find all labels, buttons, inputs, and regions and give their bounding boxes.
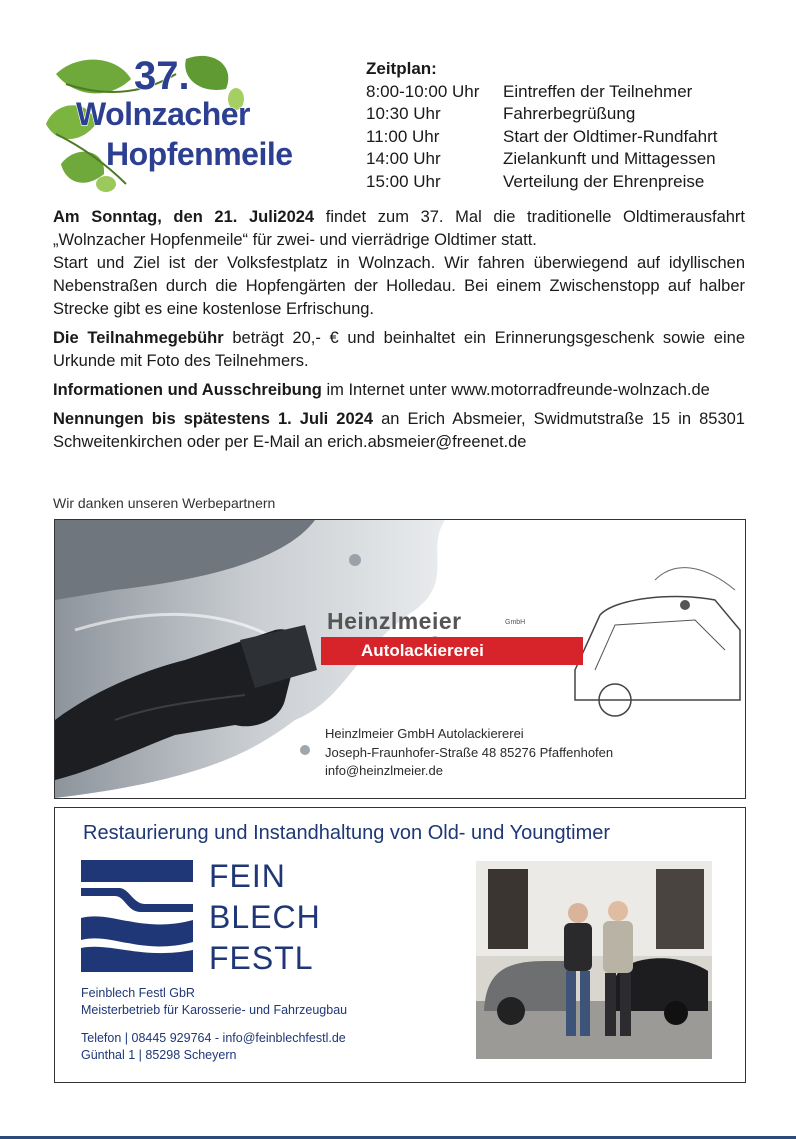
schedule-event: Fahrerbegrüßung (503, 104, 636, 123)
schedule-title: Zeitplan: (366, 59, 437, 78)
feinblech-wave-logo-icon (81, 860, 193, 972)
intro-bold: Am Sonntag, den 21. Juli2024 (53, 208, 315, 226)
schedule-event: Verteilung der Ehrenpreise (503, 171, 705, 191)
paragraph-fee (53, 327, 745, 373)
hopfenmeile-logo (36, 44, 336, 194)
feinblech-headline: Restaurierung und Instandhaltung von Old- und Youngtimer (83, 822, 611, 844)
schedule-time: 10:30 Uhr (366, 104, 441, 123)
feinblech-team-photo (476, 861, 712, 1059)
heinzlmeier-address: Joseph-Fraunhofer-Straße 48 85276 Pfaffenhofen (325, 744, 614, 760)
schedule-time: 11:00 Uhr (366, 126, 440, 146)
logo-line2: Hopfenmeile (106, 136, 293, 172)
sponsors-caption: Wir danken unseren Werbepartnern (53, 495, 276, 511)
intro-text: findet zum 37. Mal die traditionelle Oldtimerausfahrt „Wolnzacher Hopfenmeile“ für zwei- und vierrädrige Oldtimer statt. (53, 208, 746, 249)
feinblech-address: Günthal 1 | 85298 Scheyern (81, 1048, 237, 1062)
feinblech-company: Feinblech Festl GbR (81, 986, 195, 1000)
schedule-event: Zielankunft und Mittagessen (503, 149, 716, 168)
heinzlmeier-logo-gmbh: GmbH (505, 619, 526, 626)
schedule-row (366, 126, 717, 149)
feinblech-word-festl: FESTL (209, 940, 314, 976)
schedule-row (366, 148, 717, 171)
fee-bold: Die Teilnahmegebühr (53, 329, 224, 347)
schedule-row (366, 103, 717, 126)
fee-text: beträgt 20,- € und beinhaltet ein Erinnerungsgeschenk sowie eine Urkunde mit Foto des Teilnehmers. (53, 329, 745, 370)
article-body (53, 206, 745, 460)
paragraph-info (53, 379, 745, 402)
feinblech-company-info (81, 985, 347, 1019)
ad-feinblech-festl (54, 807, 746, 1083)
schedule-time: 8:00-10:00 Uhr (366, 81, 480, 101)
schedule-event: Eintreffen der Teilnehmer (503, 81, 693, 101)
logo-number: 37. (134, 54, 190, 98)
heinzlmeier-contact (325, 725, 613, 781)
logo-line1: Wolnzacher (76, 96, 250, 132)
paragraph-intro (53, 206, 745, 252)
info-text: im Internet unter www.motorradfreunde-wolnzach.de (321, 381, 710, 399)
paragraph-registration (53, 408, 745, 454)
registration-text: an Erich Absmeier, Swidmutstraße 15 in 85301 Schweitenkirchen oder per E-Mail an erich.absmeier@freenet.de (53, 410, 745, 451)
feinblech-wordmark (209, 856, 321, 979)
schedule-event: Start der Oldtimer-Rundfahrt (503, 126, 718, 146)
schedule-row (366, 171, 717, 194)
heinzlmeier-company: Heinzlmeier GmbH Autolackiererei (325, 726, 524, 741)
feinblech-word-fein: FEIN (209, 858, 286, 894)
feinblech-phone: Telefon | 08445 929764 - info@feinblechfestl.de (81, 1031, 346, 1045)
heinzlmeier-logo-name: Heinzlmeier (327, 608, 462, 634)
registration-bold: Nennungen bis spätestens 1. Juli 2024 (53, 410, 374, 428)
feinblech-word-blech: BLECH (209, 899, 321, 935)
info-bold: Informationen und Ausschreibung (53, 381, 322, 399)
heinzlmeier-banner-text: Autolackiererei (361, 641, 484, 660)
heinzlmeier-email: info@heinzlmeier.de (325, 763, 443, 778)
schedule-time: 14:00 Uhr (366, 149, 441, 168)
ad-heinzlmeier (54, 519, 746, 799)
schedule-time: 15:00 Uhr (366, 171, 441, 191)
route-text: Start und Ziel ist der Volksfestplatz in Wolnzach. Wir fahren überwiegend auf idyllischen Nebenstraßen durch die Hopfengärten der Holledau. Bei einem Zwischenstopp auf halber Strecke gibt es eine kostenlose Erfrischung. (53, 254, 745, 318)
schedule (366, 58, 717, 193)
paragraph-route (53, 252, 745, 321)
heinzlmeier-banner (321, 637, 583, 665)
schedule-row (366, 81, 717, 104)
feinblech-tagline: Meisterbetrieb für Karosserie- und Fahrzeugbau (81, 1003, 348, 1017)
feinblech-contact (81, 1030, 346, 1064)
